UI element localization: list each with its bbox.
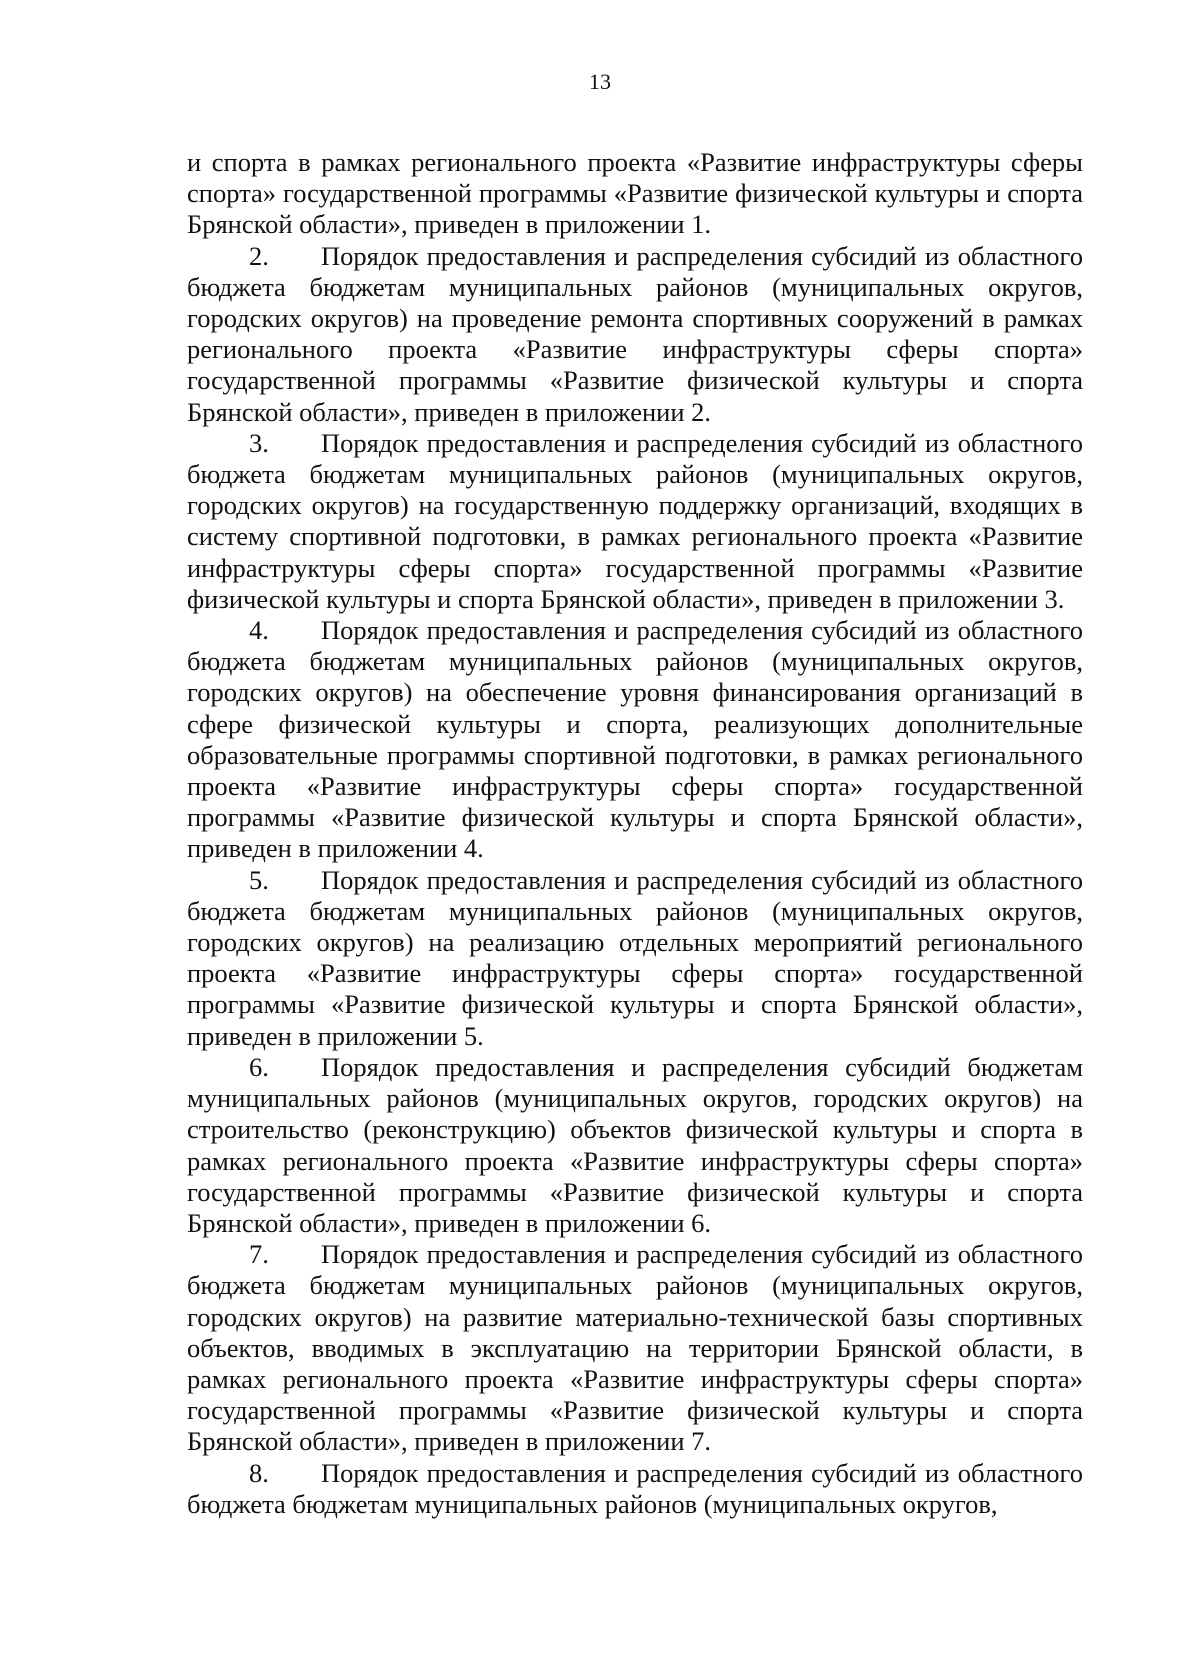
paragraph-number: 6. <box>249 1051 269 1082</box>
paragraph-item-2 <box>187 241 1083 428</box>
paragraph-text: Порядок предоставления и распределения субсидий из областного бюджета бюджетам муниципальных районов (муниципальных округов, городских округов) на государственную поддержку организаций, входящих в систему спортивной подготовки, в рамках регионального проекта «Развитие инфраструктуры сферы спорта» государственной программы «Развитие физической культуры и спорта Брянской области», приведен в приложении 3. <box>187 427 1083 614</box>
paragraph-number: 5. <box>249 864 269 895</box>
paragraph-item-8 <box>187 1458 1083 1520</box>
paragraph-text: Порядок предоставления и распределения субсидий из областного бюджета бюджетам муниципальных районов (муниципальных округов, городских округов) на развитие материально-технической базы спортивных объектов, вводимых в эксплуатацию на территории Брянской области, в рамках регионального проекта «Развитие инфраструктуры сферы спорта» государственной программы «Развитие физической культуры и спорта Брянской области», приведен в приложении 7. <box>187 1239 1083 1457</box>
paragraph-text: Порядок предоставления и распределения субсидий из областного бюджета бюджетам муниципальных районов (муниципальных округов, городских округов) на реализацию отдельных мероприятий регионального проекта «Развитие инфраструктуры сферы спорта» государственной программы «Развитие физической культуры и спорта Брянской области», приведен в приложении 5. <box>187 864 1083 1051</box>
paragraph-item-5 <box>187 865 1083 1052</box>
paragraph-item-3 <box>187 428 1083 615</box>
paragraph-number: 4. <box>249 615 269 646</box>
paragraph-number: 7. <box>249 1239 269 1270</box>
paragraph-number: 2. <box>249 240 269 271</box>
paragraph-continuation <box>187 147 1083 241</box>
paragraph-item-4 <box>187 615 1083 865</box>
document-body <box>187 147 1083 1520</box>
paragraph-number: 3. <box>249 427 269 458</box>
paragraph-number: 8. <box>249 1457 269 1488</box>
paragraph-item-6 <box>187 1052 1083 1239</box>
paragraph-text: Порядок предоставления и распределения субсидий из областного бюджета бюджетам муниципальных районов (муниципальных округов, городских округов) на обеспечение уровня финансирования организаций в сфере физической культуры и спорта, реализующих дополнительные образовательные программы спортивной подготовки, в рамках регионального проекта «Развитие инфраструктуры сферы спорта» государственной программы «Развитие физической культуры и спорта Брянской области», приведен в приложении 4. <box>187 615 1083 864</box>
paragraph-item-7 <box>187 1239 1083 1457</box>
paragraph-text: Порядок предоставления и распределения субсидий из областного бюджета бюджетам муниципальных районов (муниципальных округов, городских округов) на проведение ремонта спортивных сооружений в рамках регионального проекта «Развитие инфраструктуры сферы спорта» государственной программы «Развитие физической культуры и спорта Брянской области», приведен в приложении 2. <box>187 240 1083 427</box>
paragraph-text: Порядок предоставления и распределения субсидий из областного бюджета бюджетам муниципальных районов (муниципальных округов, <box>187 1457 1083 1519</box>
page-number: 13 <box>589 69 611 94</box>
paragraph-text: и спорта в рамках регионального проекта «Развитие инфраструктуры сферы спорта» государственной программы «Развитие физической культуры и спорта Брянской области», приведен в приложении 1. <box>187 147 1083 240</box>
paragraph-text: Порядок предоставления и распределения субсидий бюджетам муниципальных районов (муниципальных округов, городских округов) на строительство (реконструкцию) объектов физической культуры и спорта в рамках регионального проекта «Развитие инфраструктуры сферы спорта» государственной программы «Развитие физической культуры и спорта Брянской области», приведен в приложении 6. <box>187 1051 1083 1238</box>
